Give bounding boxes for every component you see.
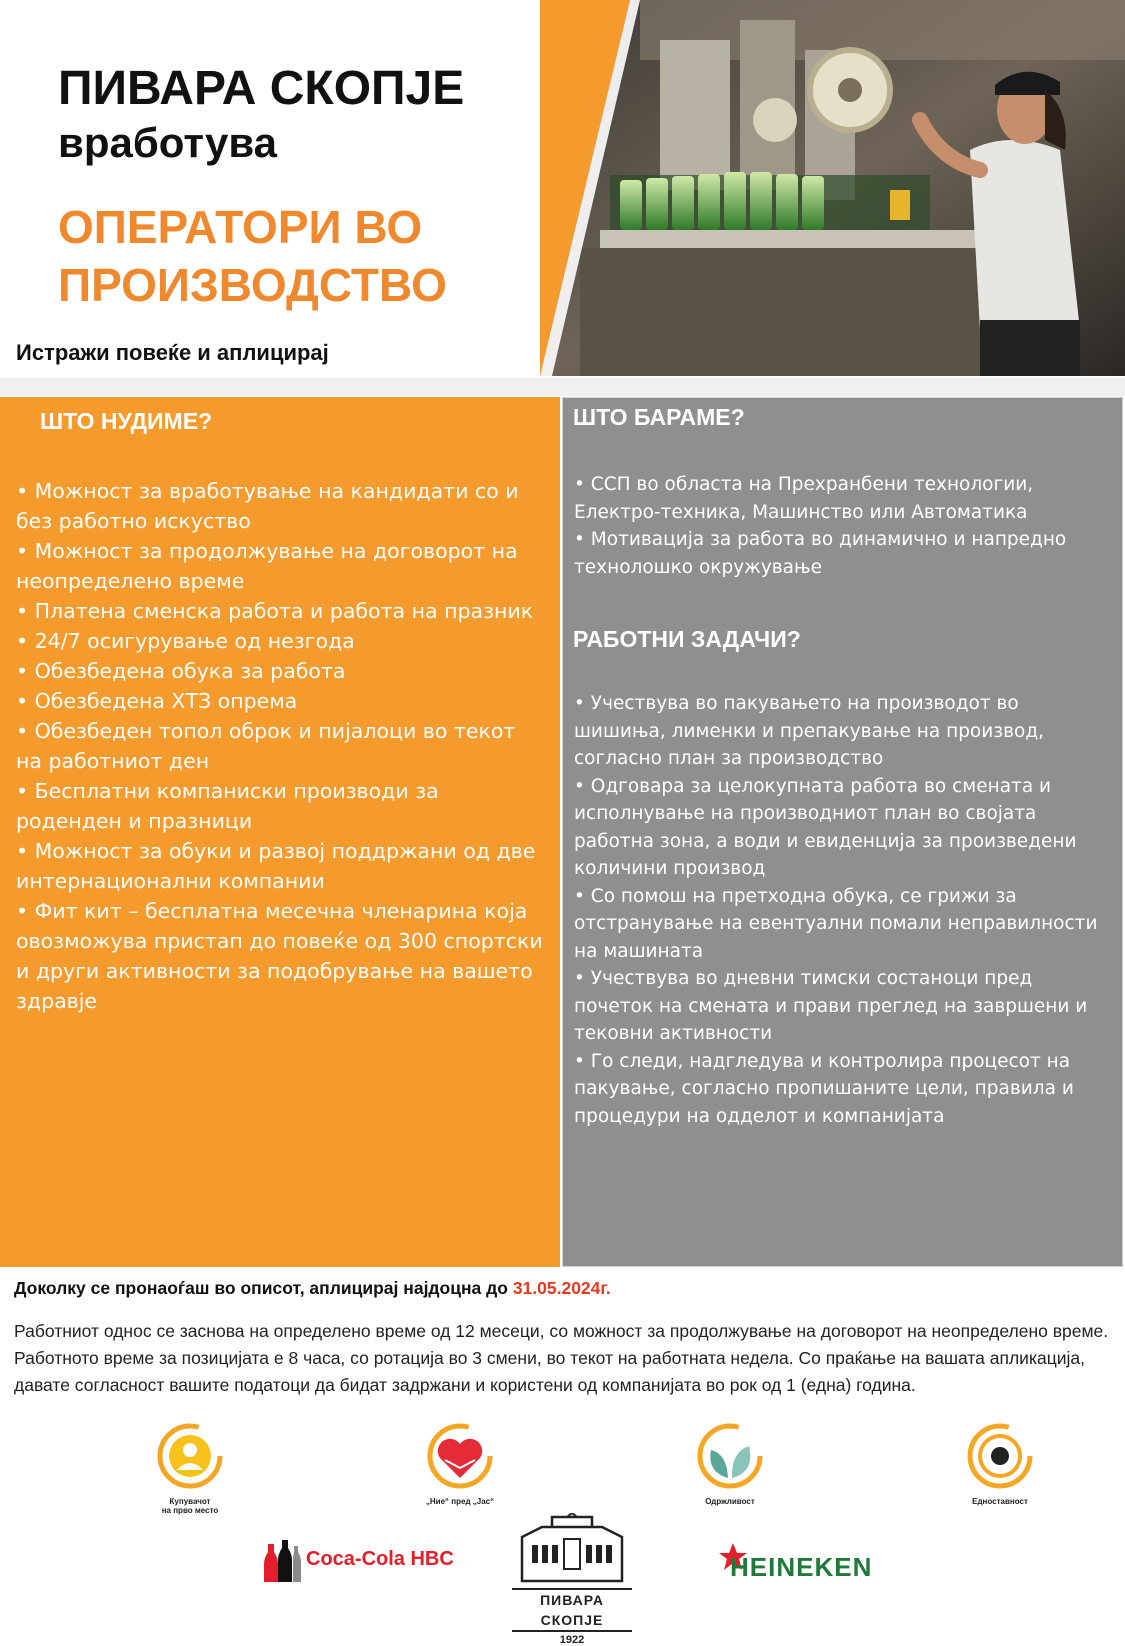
- task-item: • Учествува во дневни тимски состаноци пред почеток на смената и прави преглед на завршени и тековни активности: [574, 968, 1088, 1044]
- brewery-name: ПИВАРА СКОПЈЕ: [512, 1588, 632, 1632]
- hiring-label: вработува: [58, 119, 277, 166]
- task-item: • Го следи, надгледува и контролира процесот на пакување, согласно пропишаните цели, правила и процедури на одделот и компанијата: [574, 1050, 1074, 1127]
- offer-list: [16, 476, 546, 1016]
- task-item: • Одговара за целокупната работа во смената и исполнување на производниот план во својата работна зона, а води и евиденција за произведени количини производ: [574, 775, 1077, 879]
- value-we-before-me: [395, 1420, 525, 1510]
- apply-deadline: [14, 1278, 611, 1299]
- employment-terms: Работниот однос се заснова на определено време од 12 месеци, со можност за продолжување на договорот на неопределено време. Работното време за позицијата е 8 часа, со ротација во 3 смени, во текот на работната недела. Со праќање на вашата апликација, давате согласност вашите податоци да бидат задржани и користени од компанијата во рок од 1 (една) година.: [14, 1321, 1109, 1395]
- brewery-year: 1922: [559, 1634, 585, 1646]
- heineken-logo: [718, 1540, 888, 1590]
- company-name: ПИВАРА СКОПЈЕ: [58, 62, 465, 115]
- job-title: [58, 198, 447, 314]
- value-label: „Ние“ пред „Јас“: [425, 1497, 495, 1506]
- offer-item: • Можност за обуки и развој поддржани од две интернационални компании: [16, 839, 536, 893]
- brewery-logo: [512, 1513, 632, 1646]
- customer-first-icon: [125, 1420, 255, 1492]
- cocacola-text: Coca-Cola HBC: [306, 1548, 454, 1570]
- requirements-list: [574, 471, 1114, 581]
- factory-worker-illustration: [540, 0, 1125, 376]
- requirement-item: • ССП во областа на Прехранбени технологии, Електро-техника, Машинство или Автоматика: [574, 474, 1034, 523]
- task-item: • Со помош на претходна обука, се грижи за отстранување на евентуални помали неправилности на машината: [574, 885, 1098, 962]
- requirements-title: ШТО БАРАМЕ?: [573, 404, 745, 430]
- divider-band: [0, 378, 1125, 396]
- value-sustainability: [665, 1420, 795, 1510]
- explore-apply-link[interactable]: Истражи повеќе и аплицирај: [16, 340, 329, 365]
- offer-item: • Обезбедена ХТЗ опрема: [16, 689, 298, 713]
- value-label: Одржливост: [705, 1497, 755, 1506]
- tasks-title: РАБОТНИ ЗАДАЧИ?: [573, 626, 801, 652]
- apply-text: Доколку се пронаоѓаш во описот, аплицирај најдоцна до: [14, 1278, 513, 1298]
- value-simplicity: [935, 1420, 1065, 1510]
- task-item: • Учествува во пакувањето на производот во шишиња, лименки и препакување на производ, согласно план за производство: [574, 693, 1045, 769]
- job-title-line-1: ОПЕРАТОРИ ВО: [58, 201, 423, 253]
- offer-item: • Можност за продолжување на договорот на неопределено време: [16, 539, 518, 593]
- heineken-text: HEINEKEN: [730, 1552, 873, 1582]
- value-label: Купувачот на прво место: [161, 1497, 219, 1515]
- job-title-line-2: ПРОИЗВОДСТВО: [58, 259, 447, 311]
- offer-item: • Обезбеден топол оброк и пијалоци во текот на работниот ден: [16, 719, 516, 773]
- deadline-date: 31.05.2024г.: [512, 1278, 611, 1298]
- offer-item: • 24/7 осигурување од незгода: [16, 629, 355, 653]
- hero-photo: [540, 0, 1125, 376]
- offer-item: • Можност за вработување на кандидати со и без работно искуство: [16, 479, 519, 533]
- offer-item: • Бесплатни компаниски производи за роденден и празници: [16, 779, 439, 833]
- offer-item: • Обезбедена обука за работа: [16, 659, 346, 683]
- requirement-item: • Мотивација за работа во динамично и напредно технолошко окружување: [574, 529, 1067, 578]
- bottles-icon: [262, 1538, 302, 1584]
- value-label: Едноставност: [972, 1497, 1028, 1506]
- brewery-building-icon: [512, 1513, 632, 1583]
- offer-item: • Платена сменска работа и работа на празник: [16, 599, 534, 623]
- tasks-list: [574, 690, 1114, 1130]
- offer-title: ШТО НУДИМЕ?: [40, 408, 213, 434]
- offer-item: • Фит кит – бесплатна месечна членарина која овозможува пристап до повеќе од 300 спортски и други активности за подобрување на вашето здравје: [16, 899, 543, 1013]
- target-icon: [935, 1420, 1065, 1492]
- heart-hands-icon: [395, 1420, 525, 1492]
- cocacola-hbc-logo: [262, 1538, 462, 1588]
- leaves-icon: [665, 1420, 795, 1492]
- value-customer-first: [125, 1420, 255, 1515]
